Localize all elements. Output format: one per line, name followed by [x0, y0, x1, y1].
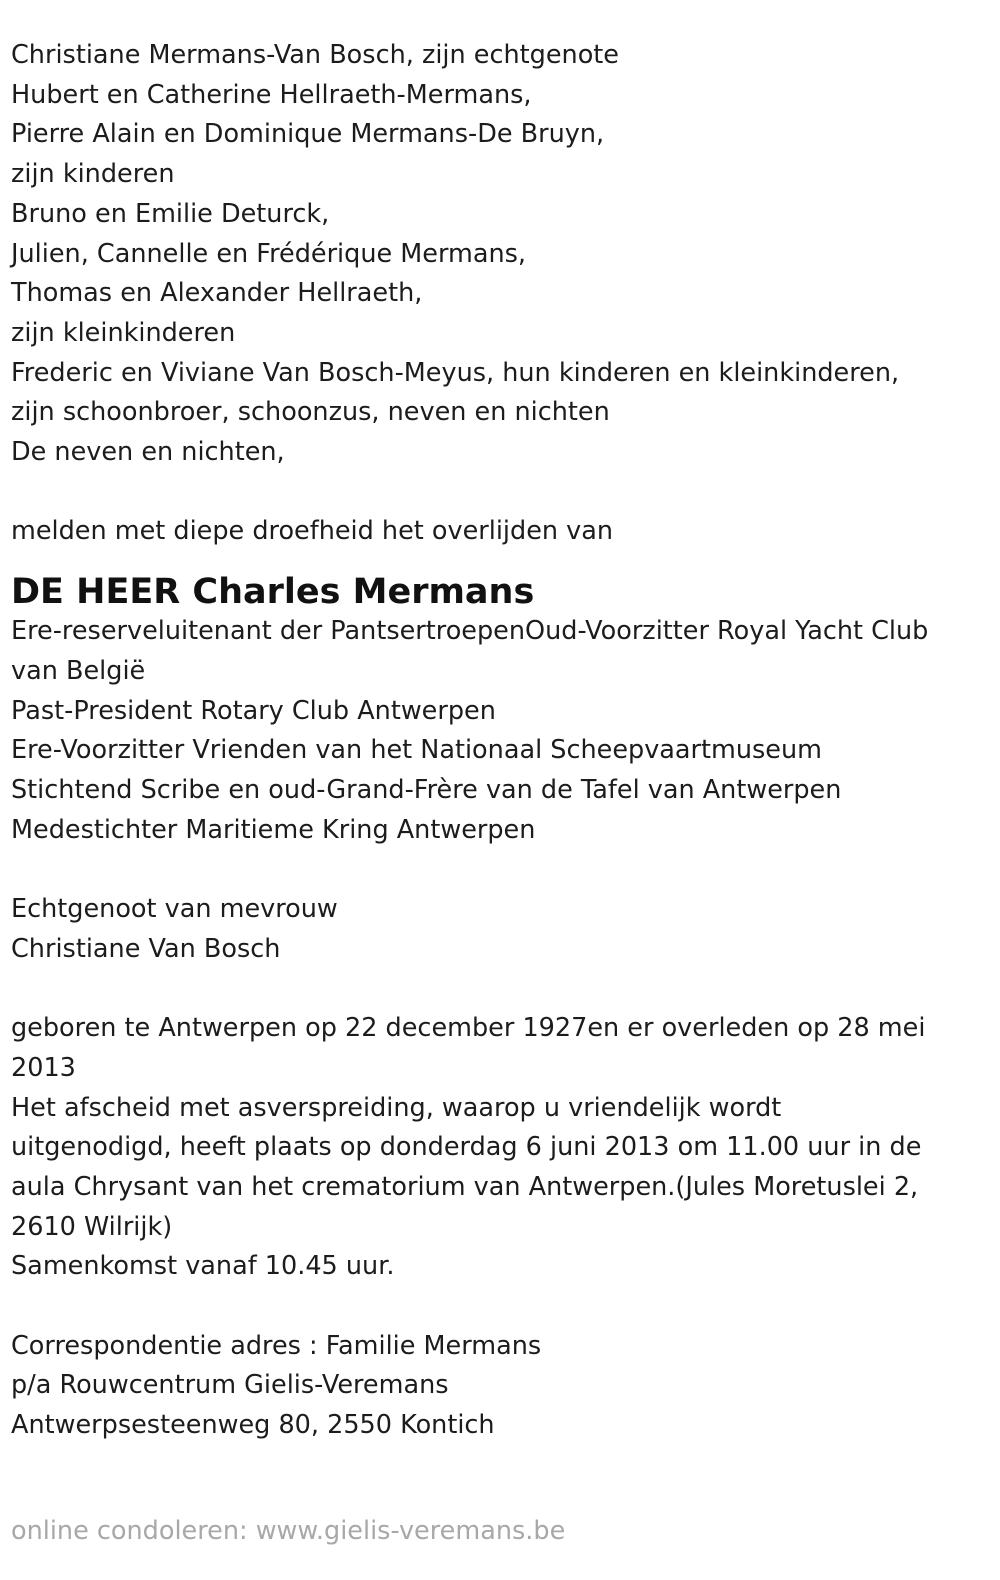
- gathering-text: Samenkomst vanaf 10.45 uur.: [11, 1251, 395, 1282]
- family-line: Frederic en Viviane Van Bosch-Meyus, hun kinderen en kleinkinderen,: [11, 357, 900, 388]
- announcement-text: melden met diepe droefheid het overlijden van: [11, 516, 614, 547]
- correspondence-block: [11, 1327, 996, 1446]
- spacer: [11, 969, 996, 1009]
- family-line: Hubert en Catherine Hellraeth-Mermans,: [11, 79, 532, 110]
- family-line: zijn schoonbroer, schoonzus, neven en nichten: [11, 397, 610, 428]
- birth-death-text: 2013: [11, 1052, 76, 1083]
- farewell-text: 2610 Wilrijk): [11, 1211, 173, 1242]
- title-line: Past-President Rotary Club Antwerpen: [11, 695, 496, 726]
- family-line: Bruno en Emilie Deturck,: [11, 198, 330, 229]
- spouse-name: Christiane Van Bosch: [11, 933, 281, 964]
- title-line: Ere-Voorzitter Vrienden van het Nationaal Scheepvaartmuseum: [11, 735, 822, 766]
- birth-death-text: geboren te Antwerpen op 22 december 1927en er overleden op 28 mei: [11, 1013, 926, 1044]
- family-line: De neven en nichten,: [11, 437, 285, 468]
- family-line: Thomas en Alexander Hellraeth,: [11, 278, 423, 309]
- family-line: Pierre Alain en Dominique Mermans-De Bruyn,: [11, 119, 605, 150]
- title-line: Ere-reserveluitenant der PantsertroepenOud-Voorzitter Royal Yacht Club: [11, 616, 929, 647]
- titles-list: [11, 612, 996, 850]
- spacer: [11, 473, 996, 513]
- condolence-footer: online condoleren: www.gielis-veremans.be: [11, 1516, 566, 1546]
- family-line: Julien, Cannelle en Frédérique Mermans,: [11, 238, 527, 269]
- farewell-text: uitgenodigd, heeft plaats op donderdag 6 juni 2013 om 11.00 uur in de: [11, 1132, 922, 1163]
- farewell-text: Het afscheid met asverspreiding, waarop u vriendelijk wordt: [11, 1092, 782, 1123]
- spacer: [11, 1287, 996, 1327]
- family-line: Christiane Mermans-Van Bosch, zijn echtgenote: [11, 40, 619, 70]
- family-line: zijn kinderen: [11, 159, 175, 190]
- spouse-block: [11, 890, 996, 969]
- spacer: [11, 850, 996, 890]
- correspondence-line: p/a Rouwcentrum Gielis-Veremans: [11, 1370, 449, 1401]
- deceased-name: DE HEER Charles Mermans: [11, 572, 535, 613]
- title-line: van België: [11, 655, 146, 686]
- family-line: zijn kleinkinderen: [11, 317, 236, 348]
- correspondence-line: Antwerpsesteenweg 80, 2550 Kontich: [11, 1410, 495, 1441]
- title-line: Medestichter Maritieme Kring Antwerpen: [11, 814, 536, 845]
- details-block: [11, 1009, 996, 1287]
- obituary-document: [11, 36, 996, 1446]
- correspondence-line: Correspondentie adres : Familie Mermans: [11, 1330, 542, 1361]
- title-line: Stichtend Scribe en oud-Grand-Frère van de Tafel van Antwerpen: [11, 774, 842, 805]
- spouse-label: Echtgenoot van mevrouw: [11, 894, 338, 925]
- farewell-text: aula Chrysant van het crematorium van Antwerpen.(Jules Moretuslei 2,: [11, 1171, 919, 1202]
- family-list: [11, 36, 996, 473]
